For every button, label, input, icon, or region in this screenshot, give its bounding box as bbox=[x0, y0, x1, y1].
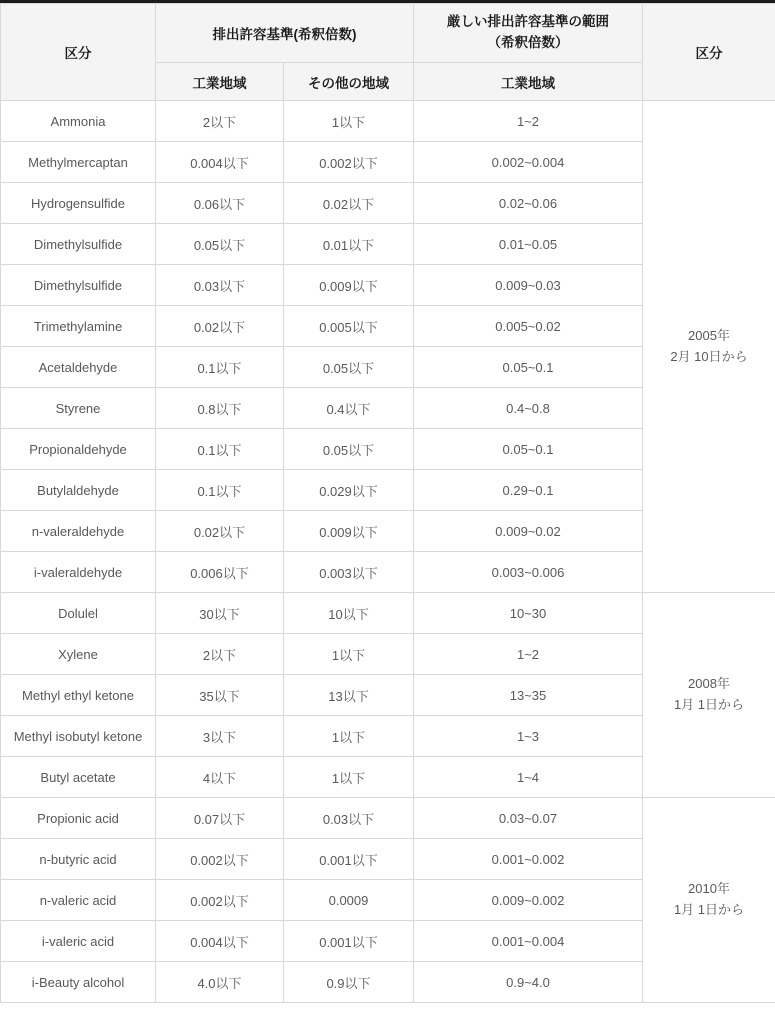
other-area-value-cell: 0.01以下 bbox=[284, 224, 414, 265]
strict-range-cell: 0.009~0.02 bbox=[414, 511, 643, 552]
emission-standards-table bbox=[0, 3, 775, 1003]
header-strict-industrial-area: 工業地域 bbox=[414, 63, 643, 101]
industrial-value-cell: 0.02以下 bbox=[156, 511, 284, 552]
industrial-value-cell: 0.004以下 bbox=[156, 921, 284, 962]
other-area-value-cell: 0.4以下 bbox=[284, 388, 414, 429]
substance-name-cell: n-valeraldehyde bbox=[1, 511, 156, 552]
industrial-value-cell: 0.8以下 bbox=[156, 388, 284, 429]
date-group-cell bbox=[643, 101, 775, 593]
industrial-value-cell: 2以下 bbox=[156, 634, 284, 675]
header-industrial-area: 工業地域 bbox=[156, 63, 284, 101]
table-row bbox=[1, 101, 775, 142]
strict-range-cell: 0.01~0.05 bbox=[414, 224, 643, 265]
industrial-value-cell: 3以下 bbox=[156, 716, 284, 757]
substance-name-cell: i-Beauty alcohol bbox=[1, 962, 156, 1003]
strict-range-cell: 10~30 bbox=[414, 593, 643, 634]
other-area-value-cell: 0.005以下 bbox=[284, 306, 414, 347]
industrial-value-cell: 0.1以下 bbox=[156, 429, 284, 470]
date-group-year: 2010年 bbox=[688, 881, 730, 897]
industrial-value-cell: 0.002以下 bbox=[156, 880, 284, 921]
other-area-value-cell: 1以下 bbox=[284, 634, 414, 675]
other-area-value-cell: 0.05以下 bbox=[284, 347, 414, 388]
header-category-left: 区分 bbox=[1, 4, 156, 101]
substance-name-cell: Dolulel bbox=[1, 593, 156, 634]
other-area-value-cell: 0.0009 bbox=[284, 880, 414, 921]
strict-range-cell: 0.05~0.1 bbox=[414, 429, 643, 470]
header-row-1 bbox=[1, 4, 775, 63]
header-strict-line1: 厳しい排出許容基準の範囲 bbox=[447, 14, 609, 30]
header-strict-line2: （希釈倍数） bbox=[487, 35, 569, 50]
substance-name-cell: Propionic acid bbox=[1, 798, 156, 839]
substance-name-cell: Methyl isobutyl ketone bbox=[1, 716, 156, 757]
substance-name-cell: Dimethylsulfide bbox=[1, 224, 156, 265]
date-group-cell bbox=[643, 798, 775, 1003]
substance-name-cell: Propionaldehyde bbox=[1, 429, 156, 470]
substance-name-cell: Acetaldehyde bbox=[1, 347, 156, 388]
strict-range-cell: 0.001~0.002 bbox=[414, 839, 643, 880]
substance-name-cell: Dimethylsulfide bbox=[1, 265, 156, 306]
other-area-value-cell: 0.009以下 bbox=[284, 511, 414, 552]
industrial-value-cell: 35以下 bbox=[156, 675, 284, 716]
industrial-value-cell: 0.1以下 bbox=[156, 347, 284, 388]
other-area-value-cell: 0.05以下 bbox=[284, 429, 414, 470]
substance-name-cell: i-valeric acid bbox=[1, 921, 156, 962]
industrial-value-cell: 0.06以下 bbox=[156, 183, 284, 224]
industrial-value-cell: 0.1以下 bbox=[156, 470, 284, 511]
substance-name-cell: n-valeric acid bbox=[1, 880, 156, 921]
strict-range-cell: 0.009~0.002 bbox=[414, 880, 643, 921]
strict-range-cell: 0.03~0.07 bbox=[414, 798, 643, 839]
strict-range-cell: 13~35 bbox=[414, 675, 643, 716]
table-row bbox=[1, 798, 775, 839]
strict-range-cell: 0.005~0.02 bbox=[414, 306, 643, 347]
header-strict-standard-group bbox=[414, 4, 643, 63]
industrial-value-cell: 30以下 bbox=[156, 593, 284, 634]
strict-range-cell: 0.009~0.03 bbox=[414, 265, 643, 306]
strict-range-cell: 0.9~4.0 bbox=[414, 962, 643, 1003]
other-area-value-cell: 0.001以下 bbox=[284, 839, 414, 880]
substance-name-cell: Ammonia bbox=[1, 101, 156, 142]
header-other-area: その他の地域 bbox=[284, 63, 414, 101]
industrial-value-cell: 0.03以下 bbox=[156, 265, 284, 306]
header-emission-standard-group: 排出許容基準(希釈倍数) bbox=[156, 4, 414, 63]
substance-name-cell: Hydrogensulfide bbox=[1, 183, 156, 224]
strict-range-cell: 0.002~0.004 bbox=[414, 142, 643, 183]
table-header bbox=[1, 4, 775, 101]
other-area-value-cell: 13以下 bbox=[284, 675, 414, 716]
industrial-value-cell: 0.02以下 bbox=[156, 306, 284, 347]
industrial-value-cell: 2以下 bbox=[156, 101, 284, 142]
date-group-day: 1月 1日から bbox=[673, 697, 745, 712]
date-group-year: 2005年 bbox=[688, 327, 730, 343]
substance-name-cell: Xylene bbox=[1, 634, 156, 675]
substance-name-cell: n-butyric acid bbox=[1, 839, 156, 880]
other-area-value-cell: 10以下 bbox=[284, 593, 414, 634]
other-area-value-cell: 0.02以下 bbox=[284, 183, 414, 224]
date-group-day: 1月 1日から bbox=[673, 902, 745, 917]
other-area-value-cell: 1以下 bbox=[284, 757, 414, 798]
substance-name-cell: Butylaldehyde bbox=[1, 470, 156, 511]
industrial-value-cell: 0.002以下 bbox=[156, 839, 284, 880]
date-group-year: 2008年 bbox=[688, 676, 730, 692]
other-area-value-cell: 1以下 bbox=[284, 101, 414, 142]
industrial-value-cell: 4以下 bbox=[156, 757, 284, 798]
date-group-cell bbox=[643, 593, 775, 798]
strict-range-cell: 0.02~0.06 bbox=[414, 183, 643, 224]
industrial-value-cell: 4.0以下 bbox=[156, 962, 284, 1003]
substance-name-cell: Methylmercaptan bbox=[1, 142, 156, 183]
other-area-value-cell: 0.03以下 bbox=[284, 798, 414, 839]
other-area-value-cell: 0.002以下 bbox=[284, 142, 414, 183]
strict-range-cell: 1~3 bbox=[414, 716, 643, 757]
strict-range-cell: 1~4 bbox=[414, 757, 643, 798]
strict-range-cell: 0.29~0.1 bbox=[414, 470, 643, 511]
other-area-value-cell: 0.003以下 bbox=[284, 552, 414, 593]
other-area-value-cell: 0.9以下 bbox=[284, 962, 414, 1003]
table-body bbox=[1, 101, 775, 1003]
date-group-day: 2月 10日から bbox=[670, 348, 748, 364]
strict-range-cell: 0.003~0.006 bbox=[414, 552, 643, 593]
other-area-value-cell: 1以下 bbox=[284, 716, 414, 757]
other-area-value-cell: 0.009以下 bbox=[284, 265, 414, 306]
industrial-value-cell: 0.07以下 bbox=[156, 798, 284, 839]
strict-range-cell: 1~2 bbox=[414, 634, 643, 675]
other-area-value-cell: 0.029以下 bbox=[284, 470, 414, 511]
other-area-value-cell: 0.001以下 bbox=[284, 921, 414, 962]
industrial-value-cell: 0.05以下 bbox=[156, 224, 284, 265]
header-category-right: 区分 bbox=[643, 4, 775, 101]
substance-name-cell: Styrene bbox=[1, 388, 156, 429]
substance-name-cell: Trimethylamine bbox=[1, 306, 156, 347]
strict-range-cell: 0.05~0.1 bbox=[414, 347, 643, 388]
substance-name-cell: i-valeraldehyde bbox=[1, 552, 156, 593]
table-row bbox=[1, 593, 775, 634]
substance-name-cell: Butyl acetate bbox=[1, 757, 156, 798]
strict-range-cell: 1~2 bbox=[414, 101, 643, 142]
substance-name-cell: Methyl ethyl ketone bbox=[1, 675, 156, 716]
strict-range-cell: 0.001~0.004 bbox=[414, 921, 643, 962]
strict-range-cell: 0.4~0.8 bbox=[414, 388, 643, 429]
industrial-value-cell: 0.004以下 bbox=[156, 142, 284, 183]
industrial-value-cell: 0.006以下 bbox=[156, 552, 284, 593]
